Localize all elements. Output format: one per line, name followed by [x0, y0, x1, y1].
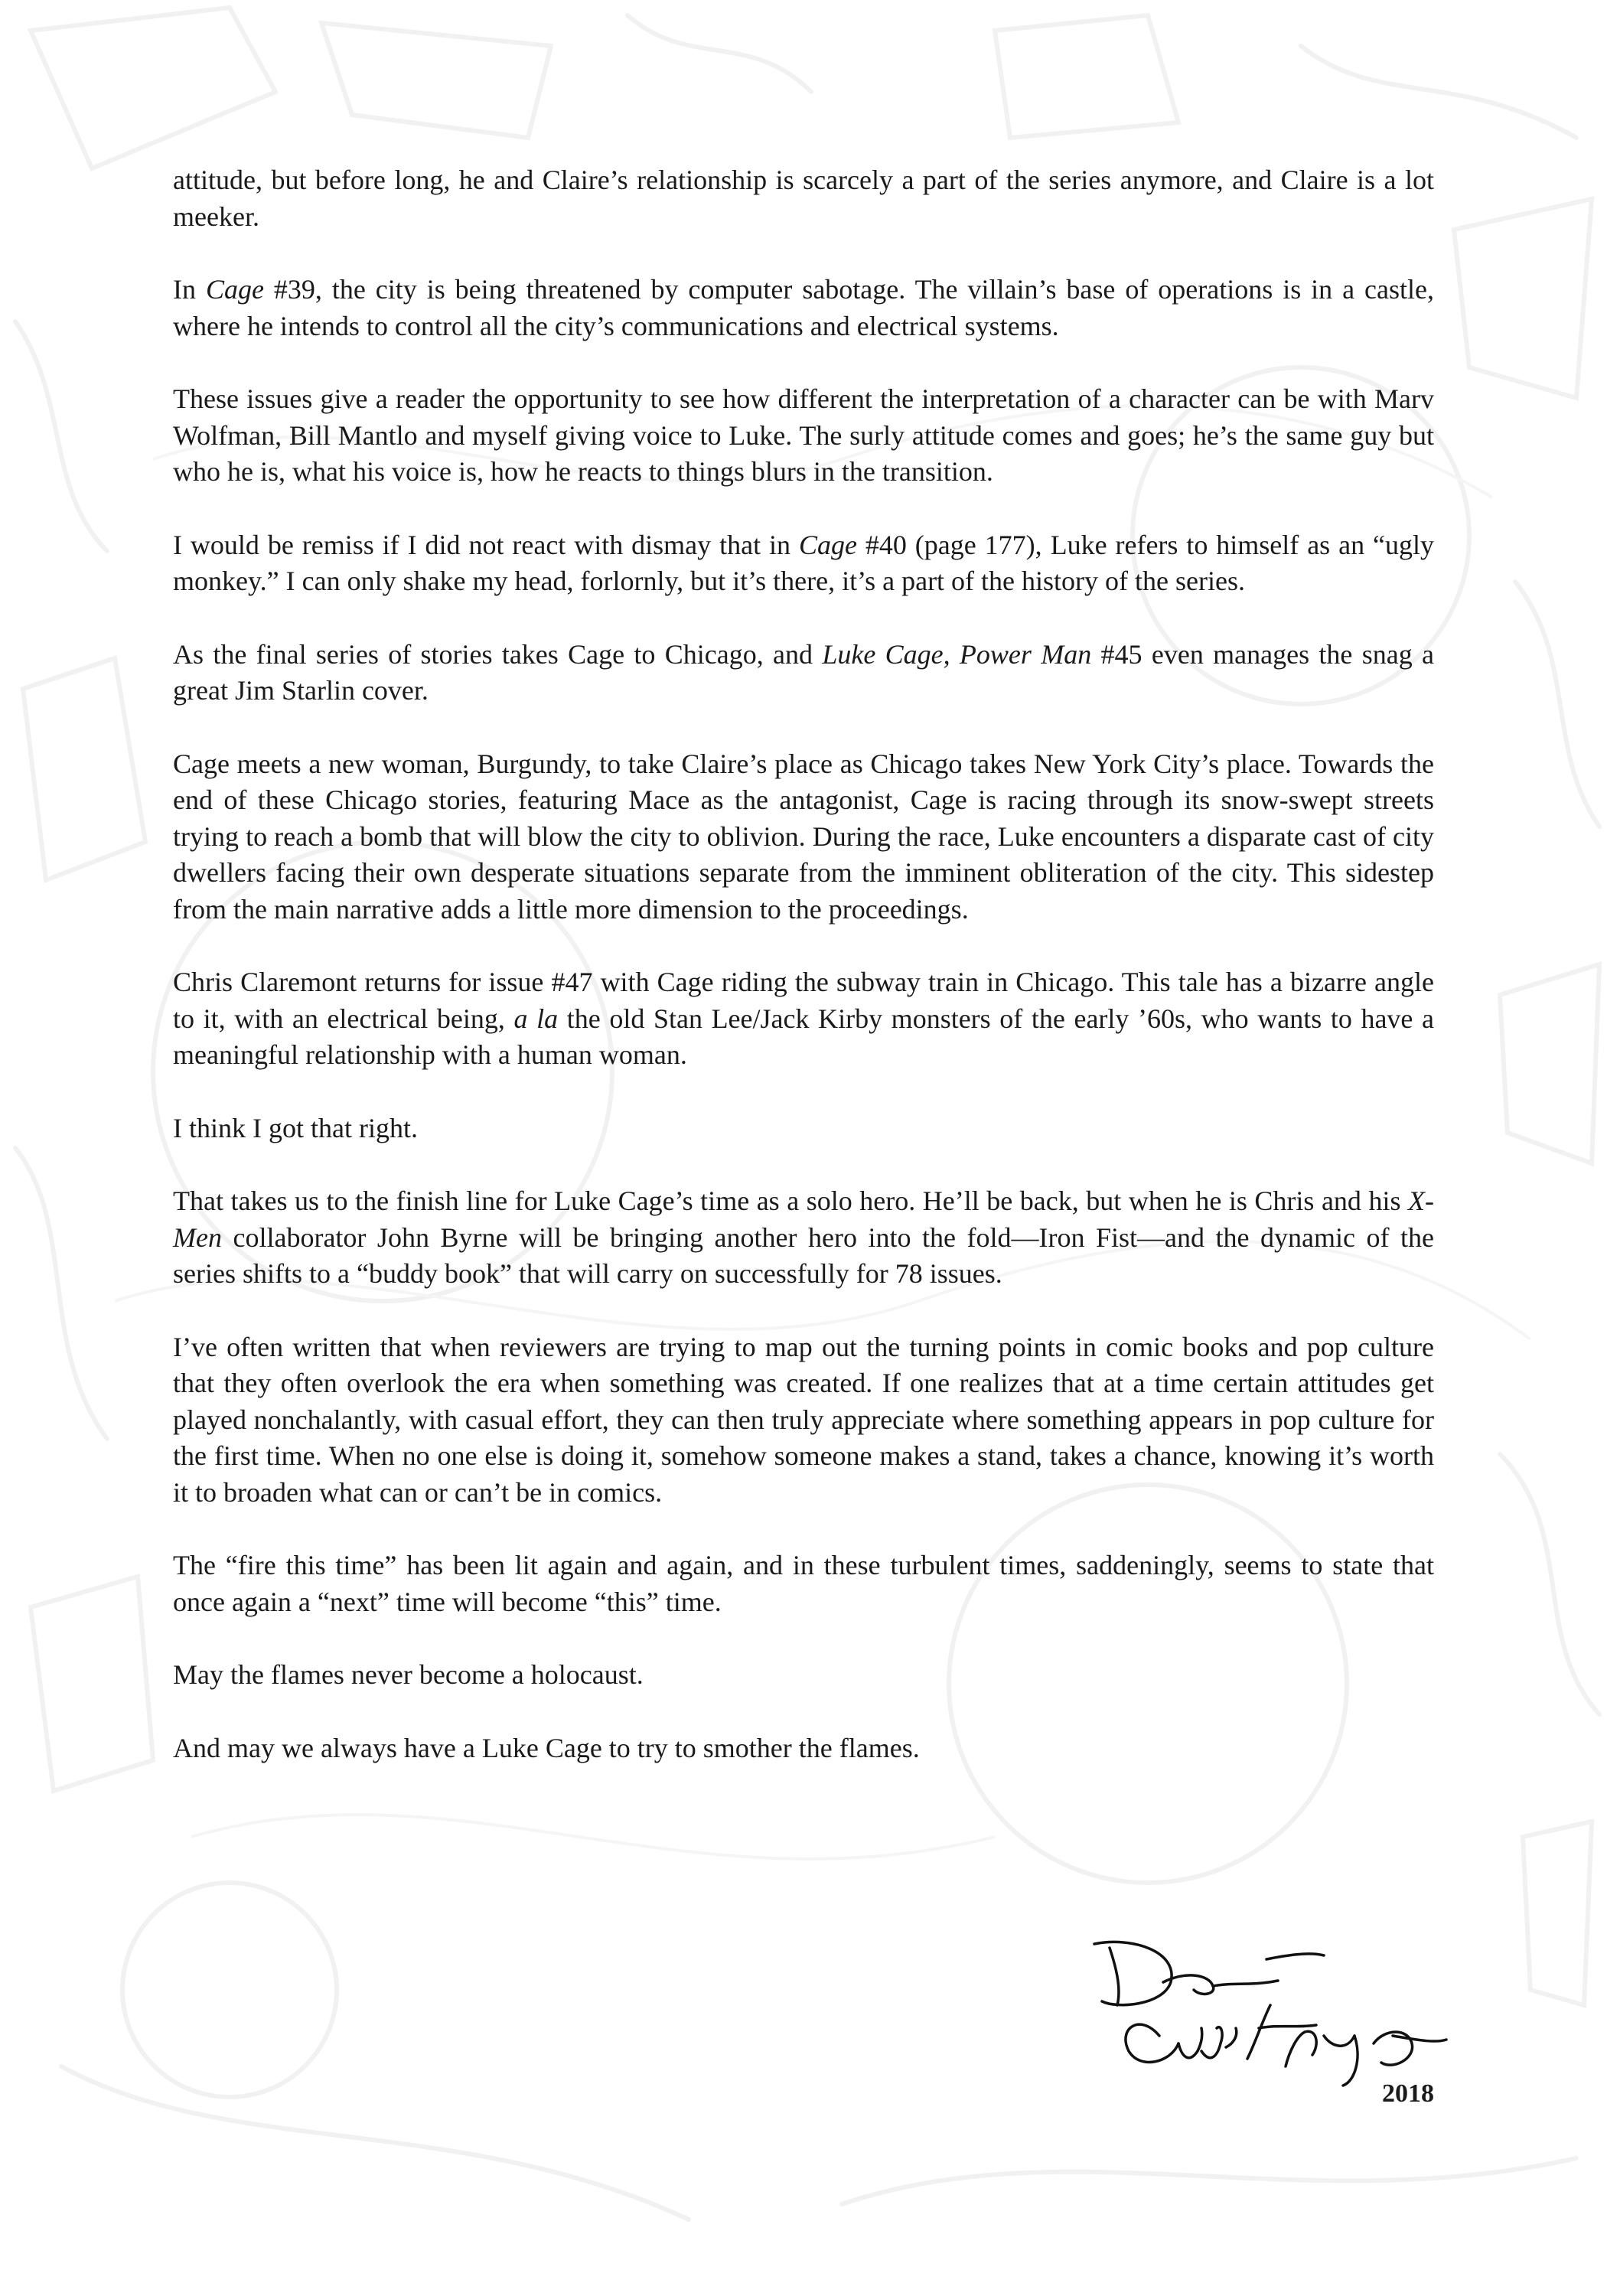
paragraph-9	[173, 1183, 1434, 1293]
paragraph-5-text: As the final series of stories takes Cage to Chicago, and	[173, 638, 823, 670]
paragraph-4	[173, 527, 1434, 600]
paragraph-1: attitude, but before long, he and Claire’s relationship is scarcely a part of the series anymore, and Claire is a lot meeker.	[173, 165, 1434, 232]
signature-year: 2018	[1382, 2079, 1434, 2108]
paragraph-13: And may we always have a Luke Cage to try to smother the flames.	[173, 1732, 920, 1763]
paragraph-7-italic: a la	[513, 1003, 559, 1034]
article-body	[173, 162, 1434, 1766]
paragraph-10: I’ve often written that when reviewers are trying to map out the turning points in comic books and pop culture that they often overlook the era when something was created. If one realizes that at a time certain attitudes get played nonchalantly, with casual effort, they can then truly appreciate where something appears in pop culture for the first time. When no one else is doing it, somehow someone makes a stand, takes a chance, knowing it’s worth it to broaden what can or can’t be in comics.	[173, 1331, 1434, 1508]
paragraph-7-text: Chris Claremont returns for issue #47 with Cage riding the subway train in Chicago. This tale has a bizarre angle to it, with an electrical being,	[173, 967, 1434, 1034]
paragraph-8: I think I got that right.	[173, 1112, 418, 1143]
paragraph-6: Cage meets a new woman, Burgundy, to take Claire’s place as Chicago takes New York City’s place. Towards the end of these Chicago stories, featuring Mace as the antagonist, Cage is racing through its snow-swept streets trying to reach a bomb that will blow the city to oblivion. During the race, Luke encounters a disparate cast of city dwellers facing their own desperate situations separate from the imminent obliteration of the city. This sidestep from the main narrative adds a little more dimension to the proceedings.	[173, 748, 1434, 925]
paragraph-5-text: #45 even manages the snag a great Jim Starlin cover.	[173, 638, 1434, 706]
paragraph-9-italic: X-Men	[173, 1186, 1434, 1253]
paragraph-9-text: That takes us to the finish line for Luke Cage’s time as a solo hero. He’ll be back, but when he is Chris and his	[173, 1186, 1409, 1216]
paragraph-5-italic: Luke Cage, Power Man	[822, 638, 1092, 670]
paragraph-4-italic: Cage	[798, 529, 857, 560]
paragraph-2-italic: Cage	[205, 274, 264, 305]
handwritten-signature	[1087, 1929, 1454, 2089]
paragraph-2-text: #39, the city is being threatened by computer sabotage. The villain’s base of operations is in a castle, where he intends to control all the city’s communications and electrical systems.	[173, 274, 1434, 341]
paragraph-12: May the flames never become a holocaust.	[173, 1659, 644, 1690]
paragraph-3: These issues give a reader the opportunity to see how different the interpretation of a character can be with Marv Wolfman, Bill Mantlo and myself giving voice to Luke. The surly attitude comes and goes; he’s the same guy but who he is, what his voice is, how he reacts to things blurs in the transition.	[173, 383, 1434, 487]
paragraph-2-text: In	[173, 274, 206, 305]
paragraph-4-text: I would be remiss if I did not react with dismay that in	[173, 529, 799, 560]
paragraph-4-text: #40 (page 177), Luke refers to himself as an “ugly monkey.” I can only shake my head, forlornly, but it’s there, it’s a part of the history of the series.	[173, 529, 1435, 596]
paragraph-7	[173, 964, 1434, 1074]
paragraph-5	[173, 637, 1434, 709]
paragraph-2	[173, 272, 1434, 344]
paragraph-7-text: the old Stan Lee/Jack Kirby monsters of the early ’60s, who wants to have a meaningful relationship with a human woman.	[173, 1003, 1434, 1070]
paragraph-11: The “fire this time” has been lit again and again, and in these turbulent times, saddeningly, seems to state that once again a “next” time will become “this” time.	[173, 1550, 1434, 1617]
paragraph-9-text: collaborator John Byrne will be bringing another hero into the fold—Iron Fist—and the dynamic of the series shifts to a “buddy book” that will carry on successfully for 78 issues.	[173, 1221, 1434, 1289]
